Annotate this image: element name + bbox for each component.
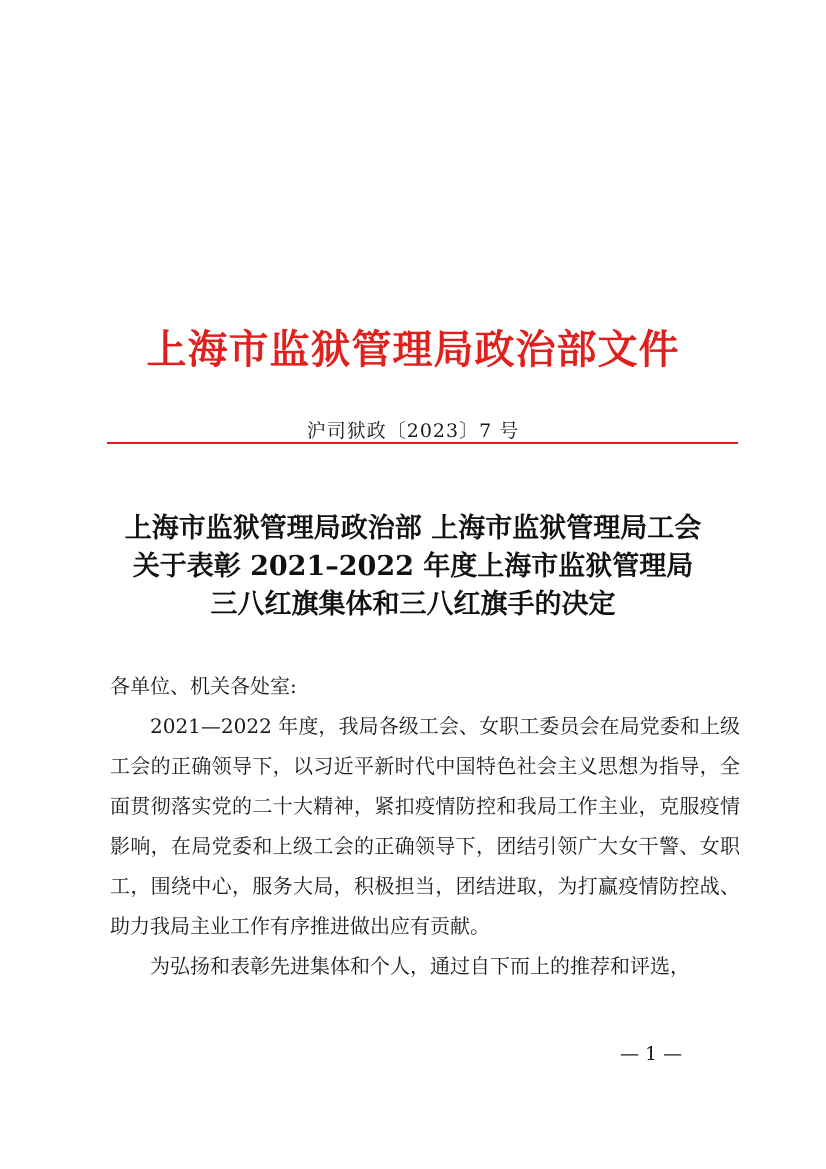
document-title-line-1: 上海市监狱管理局政治部 上海市监狱管理局工会 bbox=[124, 513, 702, 544]
page-number: — 1 — bbox=[620, 1043, 683, 1065]
document-body bbox=[110, 666, 740, 986]
body-paragraph-1: 2021—2022 年度，我局各级工会、女职工委员会在局党委和上级工会的正确领导下，以习近平新时代中国特色社会主义思想为指导，全面贯彻落实党的二十大精神，紧扣疫情防控和我局工作主业，克服疫情影响，在局党委和上级工会的正确领导下，团结引领广大女干警、女职工，围绕中心，服务大局，积极担当，团结进取，为打赢疫情防控战、助力我局主业工作有序推进做出应有贡献。 bbox=[110, 714, 740, 938]
document-title bbox=[0, 510, 826, 624]
document-title-line-2: 关于表彰 2021–2022 年度上海市监狱管理局 bbox=[132, 551, 694, 582]
document-title-line-3: 三八红旗集体和三八红旗手的决定 bbox=[210, 589, 616, 620]
salutation: 各单位、机关各处室: bbox=[110, 674, 297, 698]
issuer-header-title: 上海市监狱管理局政治部文件 bbox=[146, 327, 680, 373]
red-separator-line bbox=[107, 442, 738, 444]
body-paragraph-2: 为弘扬和表彰先进集体和个人，通过自下而上的推荐和评选， bbox=[150, 954, 690, 978]
document-number: 沪司狱政〔2023〕7 号 bbox=[306, 420, 520, 442]
